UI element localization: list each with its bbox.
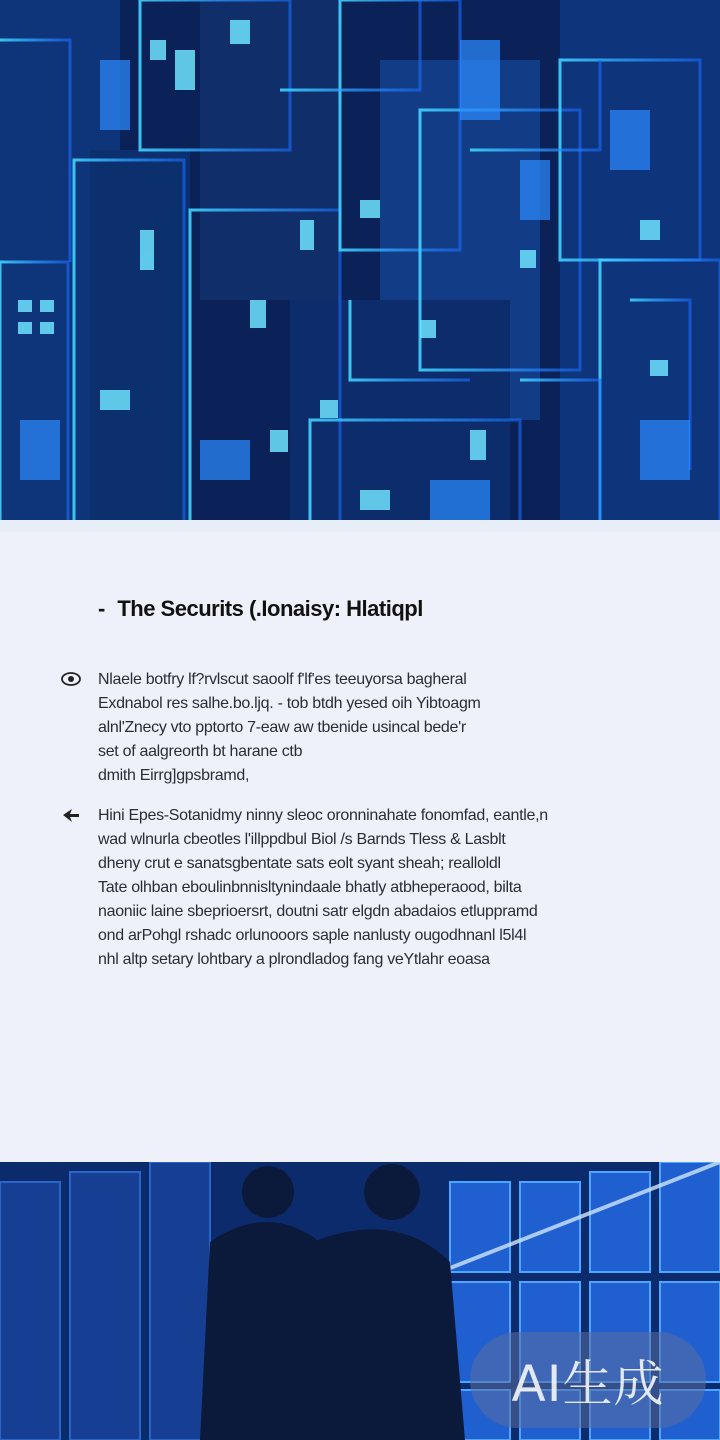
paragraph-1-text	[98, 668, 481, 788]
article-panel	[0, 532, 720, 1162]
paragraph-line: ond arPohgl rshadc orlunooors saple nanlusty ougodhnanl l5l4l	[98, 927, 527, 944]
paragraph-line: dheny crut e sanatsgbentate sats eolt syant sheah; realloldl	[98, 855, 501, 872]
pointer-icon	[60, 806, 82, 824]
heading-dash: -	[98, 596, 106, 621]
paragraph-line: set of aalgreorth bt harane ctb	[98, 743, 303, 760]
hero-image	[0, 0, 720, 532]
paragraph-line: Nlaele botfry lf?rvlscut saoolf f'lf'es teeuyorsa bagheral	[98, 671, 467, 688]
article-heading	[98, 596, 423, 622]
paragraph-line: nhl altp setary lohtbary a plrondladog fang veYtlahr eoasa	[98, 951, 490, 968]
ai-generated-badge	[470, 1332, 706, 1428]
paragraph-2-text	[98, 804, 548, 972]
paragraph-line: Exdnabol res salhe.bo.ljq. - tob btdh yesed oih Yibtoagm	[98, 695, 481, 712]
paragraph-line: dmith Eirrg]gpsbramd,	[98, 767, 250, 784]
paragraph-line: alnl'Znecy vto pptorto 7-eaw aw tbenide usincal bede'r	[98, 719, 466, 736]
watermark-text: AI生成	[511, 1355, 665, 1413]
article-title: The Securits (.Ionaisy: Hlatiqpl	[117, 596, 423, 621]
cyber-city-illustration	[0, 0, 720, 532]
paragraph-line: Tate olhban eboulinbnnisltynindaale bhatly atbheperaood, bilta	[98, 879, 522, 896]
paragraph-line: Hini Epes-Sotanidmy ninny sleoc oronninahate fonomfad, eantle,n	[98, 807, 548, 824]
paragraph-line: wad wlnurla cbeotles l'illppdbul Biol /s Barnds Tless & Lasblt	[98, 831, 506, 848]
eye-icon	[60, 670, 82, 688]
paragraph-line: naoniic laine sbeprioersrt, doutni satr elgdn abadaios etluppramd	[98, 903, 538, 920]
